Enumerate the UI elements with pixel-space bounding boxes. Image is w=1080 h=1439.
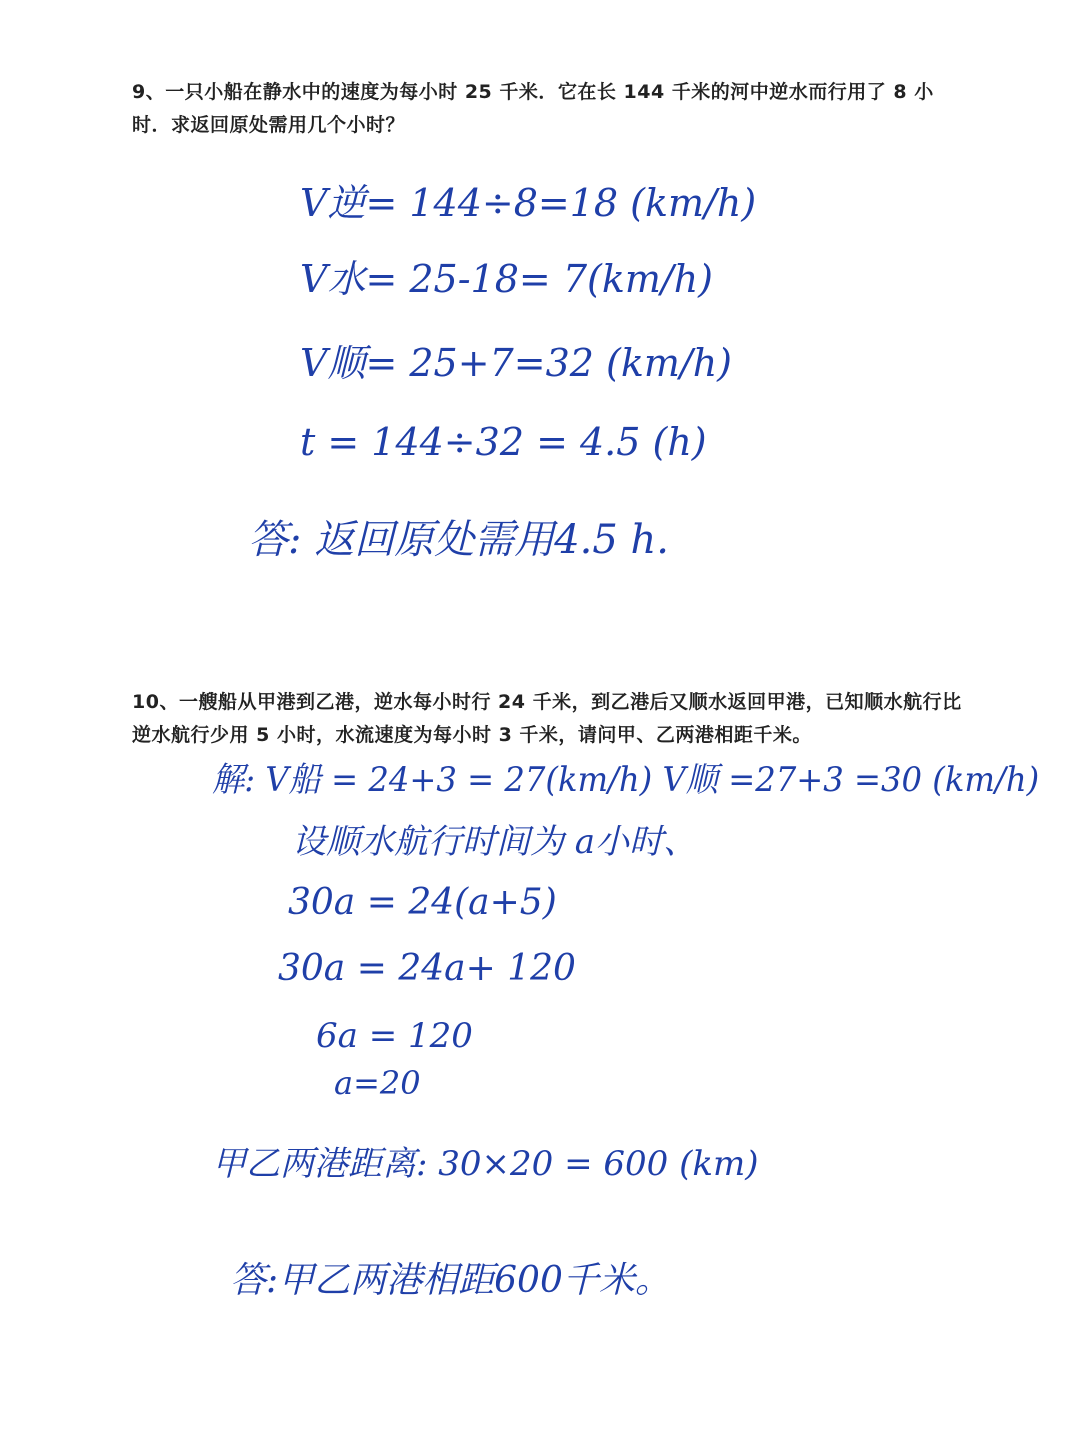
hw-line-answer-9: 答: 返回原处需用4.5 h. [248,517,669,563]
hw-line-v-downstream: V顺= 25+7=32 (km/h) [300,341,732,385]
hw-line-equation-1: 30a = 24(a+5) [288,882,557,923]
hw-line-answer-10: 答:甲乙两港相距600千米。 [230,1260,671,1301]
question-10-text: 10、一艘船从甲港到乙港，逆水每小时行 24 千米，到乙港后又顺水返回甲港，已知顺水航行比逆水航行少用 5 小时，水流速度为每小时 3 千米，请问甲、乙两港相距千米。 [132,691,962,746]
hw-line-v-upstream: V逆= 144÷8=18 (km/h) [300,181,757,225]
hw-line-equation-2: 30a = 24a+ 120 [278,948,576,989]
hw-line-v-current: V水= 25-18= 7(km/h) [300,257,713,301]
question-9-text: 9、一只小船在静水中的速度为每小时 25 千米．它在长 144 千米的河中逆水而行用了 8 小时．求返回原处需用几个小时？ [132,81,934,136]
hw-line-let-a: 设顺水航行时间为 a小时、 [292,822,698,862]
hw-line-boat-speeds: 解: V船 = 24+3 = 27(km/h) V顺 =27+3 =30 (km/h) [212,760,1040,800]
hw-line-a-value: a=20 [334,1064,421,1102]
hw-line-time: t = 144÷32 = 4.5 (h) [300,420,707,464]
hw-line-distance: 甲乙两港距离: 30×20 = 600 (km) [212,1144,759,1184]
hw-line-equation-3: 6a = 120 [316,1016,473,1056]
